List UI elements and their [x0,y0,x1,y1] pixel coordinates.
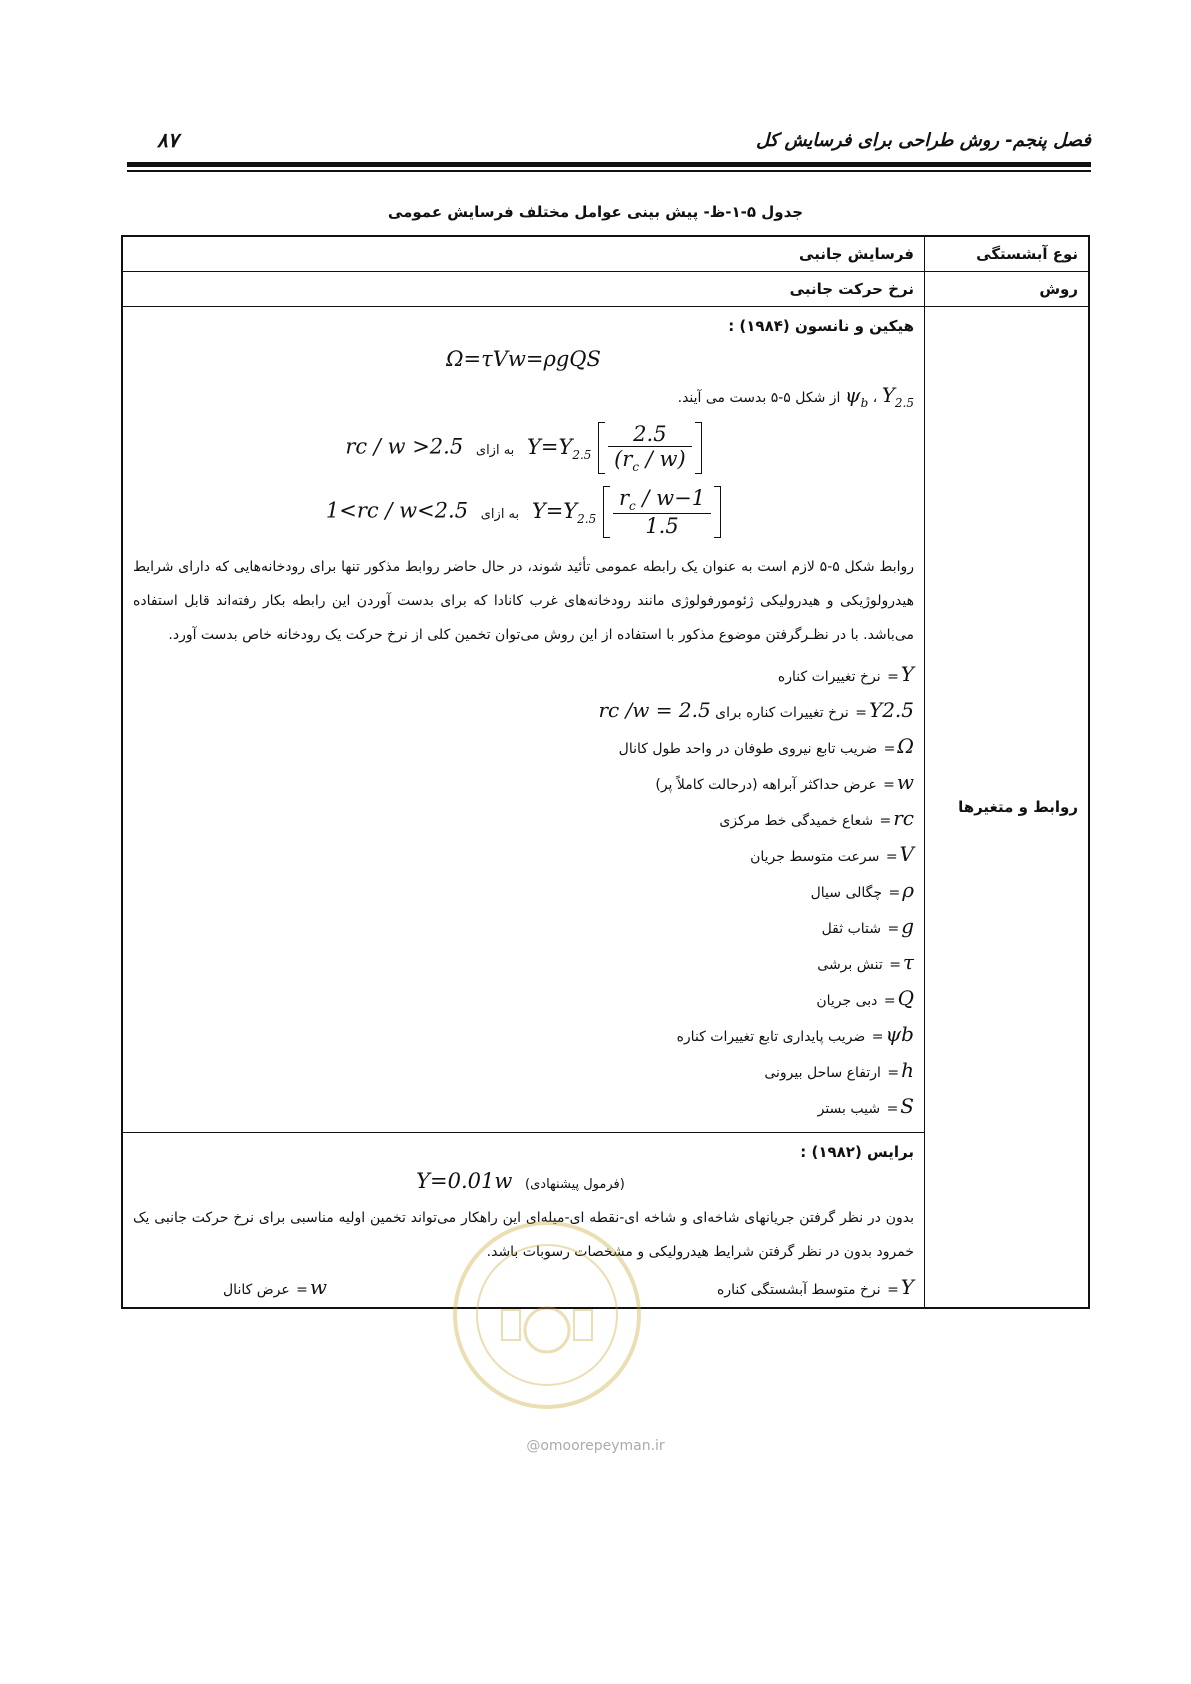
equation-1-numerator: 2.5 [608,422,692,447]
list-item: g= شتاب ثقل [133,908,914,944]
y25-symbol: $Y_{2.5}$ [881,383,914,410]
header-rule-thin [127,170,1091,172]
list-item: Y2.5= نرخ تغییرات کناره برای rc /w = 2.5 [133,692,914,728]
list-item: ρ= چگالی سیال [133,872,914,908]
var-symbol: h [901,1058,914,1083]
watermark-text: @omoorepeyman.ir [526,1438,665,1454]
var-symbol: Y [900,662,914,687]
equation-case-2 [133,486,914,538]
list-item: h= ارتفاع ساحل بیرونی [133,1052,914,1088]
list-item: w= عرض حداکثر آبراهه (درحالت کاملاً پر) [133,764,914,800]
var-symbol: ρ [902,878,914,903]
table-caption: جدول ۵-۱-ظ- پیش بینی عوامل مختلف فرسایش عمومی [387,203,804,221]
condition-2: 1<rc / w<2.5 [325,498,469,523]
variable-list [133,656,914,1124]
row-label-method: روش [925,272,1090,307]
var-desc: تنش برشی [817,957,883,974]
list-item: Y= نرخ تغییرات کناره [133,656,914,692]
hickin-paragraph: روابط شکل ۵-۵ لازم است به عنوان یک رابطه عمومی تأئید شوند، در حال حاضر روابط مذکور تنها برای رودخانه‌هایی که دارای شرایط هیدرولوژیکی و هیدرولیکی ژئومورفولوژی مانند رودخانه‌های غرب کانادا که برای بدست آوردن این رابطه بکار رفته‌اند قابل استفاده می‌باشد. با در نظـرگرفتن موضوع مذکور با استفاده از این روش می‌توان تخمین کلی از نرخ حرکت یک رودخانه خاص بدست آورد. [133,559,914,644]
equation-1-denominator: $(r_c / w)$ [614,447,686,475]
condition-1-label: به ازای [475,442,515,458]
var-symbol: Q [897,986,914,1011]
table-row [122,307,1089,1133]
figure-note-text: از شکل ۵-۵ بدست می آیند. [677,390,841,406]
erosion-table [121,235,1090,1309]
list-item: Ω= ضریب تابع نیروی طوفان در واحد طول کانال [133,728,914,764]
brice-equation-note: (فرمول پیشنهادی) [525,1177,625,1193]
row-label-scour-type: نوع آبشستگی [925,236,1090,272]
page-number: ۸۷ [157,128,179,152]
list-item: Q= دبی جریان [133,980,914,1016]
figure-note: $Y_{2.5}$ ، $\psi_b$ از شکل ۵-۵ بدست می آیند. [677,383,914,410]
hickin-title: هیکین و نانسون (۱۹۸۴) : [728,317,914,335]
hickin-cell [122,307,925,1133]
brice-equation-line [133,1169,914,1193]
var-desc: شعاع خمیدگی خط مرکزی [719,813,874,830]
var-desc: سرعت متوسط جریان [750,849,880,866]
watermark-seal-icon [447,1215,647,1415]
brice-var-w-desc: عرض کانال [223,1282,290,1299]
var-desc: نرخ تغییرات کناره برای [715,705,849,722]
var-desc: ضریب تابع نیروی طوفان در واحد طول کانال [618,741,878,758]
equation-2-numerator: $r_c / w-1$ [613,486,711,514]
equation-2-lhs: $Y=Y_{2.5}$ [531,498,597,526]
equation-1-lhs: $Y=Y_{2.5}$ [526,434,592,462]
var-desc: چگالی سیال [810,885,883,902]
row-value-scour-type: فرسایش جانبی [122,236,925,272]
equation-1-fraction [608,422,692,474]
chapter-title: فصل پنجم- روش طراحی برای فرسایش کل [756,130,1091,151]
brice-title: برایس (۱۹۸۲) : [800,1143,914,1162]
stream-power-equation: Ω=τVw=ρgQS [446,347,601,371]
var-symbol: τ [902,950,914,975]
header-rule-thick [127,162,1091,167]
var-symbol: V [899,842,914,867]
condition-1: rc / w >2.5 [345,434,464,459]
brice-paragraph: بدون در نظر گرفتن جریانهای شاخه‌ای و شاخه ای-نقطه ای-میله‌ای این راهکار می‌تواند تخمین اولیه مناسبی برای نرخ حرکت جانبی یک خمرود بدون در نظر گرفتن شرایط هیدرولیکی و مشخصات رسوبات باشد. [133,1210,914,1261]
var-symbol: S [900,1094,914,1119]
list-item: V= سرعت متوسط جریان [133,836,914,872]
var-symbol: Y2.5 [868,698,914,723]
list-item: rc= شعاع خمیدگی خط مرکزی [133,800,914,836]
list-item: S= شیب بستر [133,1088,914,1124]
var-desc: ضریب پایداری تابع تغییرات کناره [676,1029,866,1046]
var-desc: شیب بستر [817,1101,881,1118]
brice-var-y: Y= نرخ متوسط آبشستگی کناره [716,1275,914,1300]
brice-var-y-desc: نرخ متوسط آبشستگی کناره [716,1282,881,1299]
equation-2-denominator: 1.5 [645,514,679,539]
row-label-relations: روابط و متغیرها [925,307,1090,1309]
equation-case-1 [133,422,914,474]
var-symbol: rc [893,806,914,831]
brice-equation: Y=0.01w [416,1169,513,1194]
var-desc: شتاب ثقل [821,921,881,938]
list-item: τ= تنش برشی [133,944,914,980]
row-value-method: نرخ حرکت جانبی [122,272,925,307]
table-row [122,236,1089,272]
list-item: ψb= ضریب پایداری تابع تغییرات کناره [133,1016,914,1052]
var-symbol: w [896,770,914,795]
var-desc: عرض حداکثر آبراهه (درحالت کاملاً پر) [655,777,877,794]
condition-2-label: به ازای [480,506,520,522]
var-extra: rc /w = 2.5 [598,698,711,723]
var-desc: ارتفاع ساحل بیرونی [764,1065,881,1082]
table-row [122,272,1089,307]
var-desc: دبی جریان [816,993,878,1010]
var-symbol: ψb [885,1022,914,1047]
var-desc: نرخ تغییرات کناره [777,669,881,686]
var-symbol: Ω [897,734,914,759]
equation-1-bracket [598,422,702,474]
var-symbol: g [901,914,914,939]
equation-2-bracket [603,486,721,538]
psib-symbol: $\psi_b$ [844,383,869,410]
equation-2-fraction [613,486,711,538]
brice-var-w: w= عرض کانال [223,1275,328,1300]
